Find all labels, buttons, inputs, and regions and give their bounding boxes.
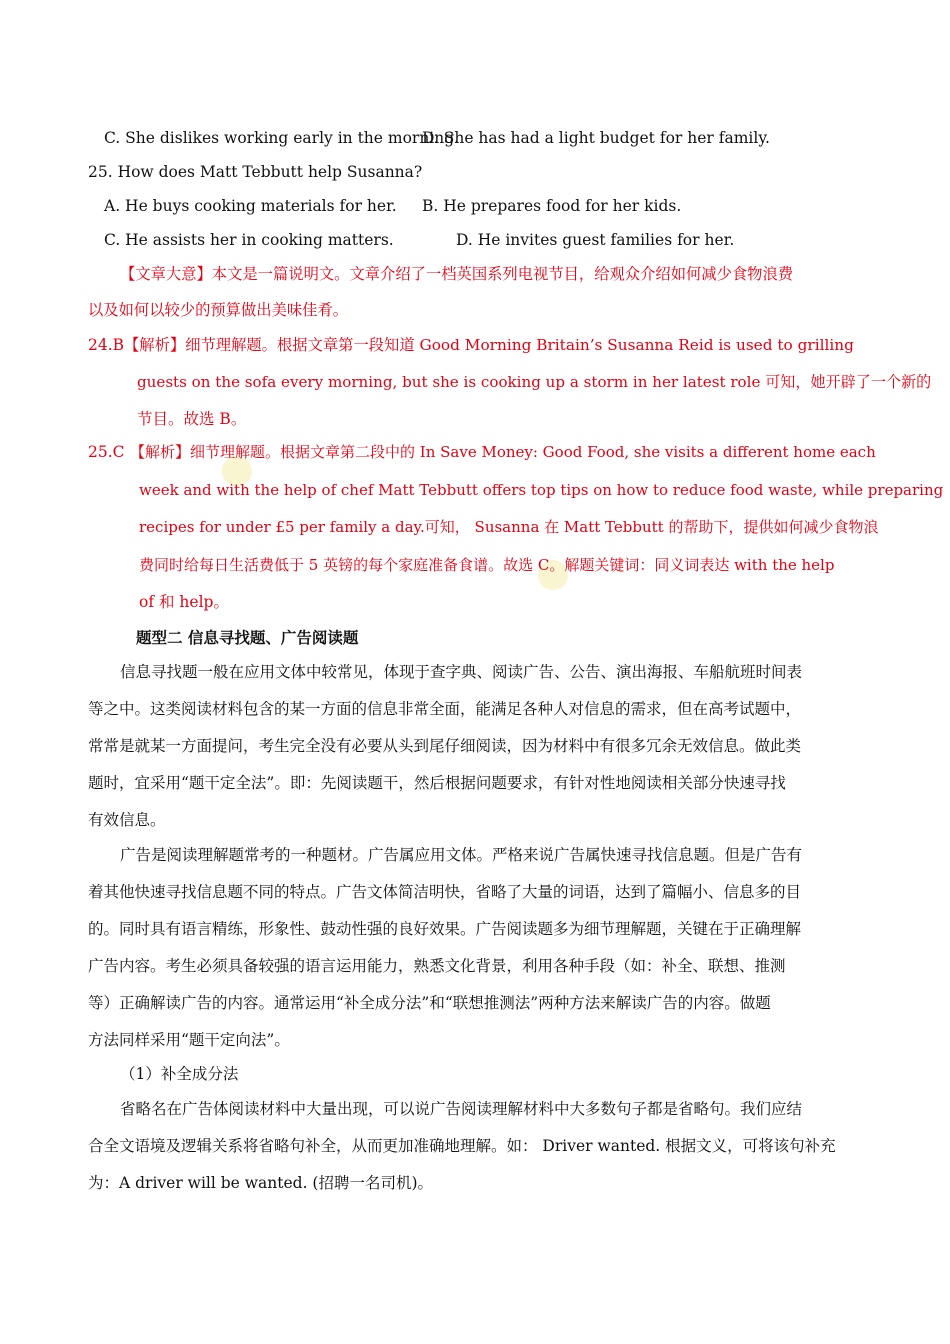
paragraph-2-line: 广告是阅读理解题常考的一种题材。广告属应用文体。严格来说广告属快速寻找信息题。但是广告有	[120, 846, 803, 864]
section-heading: 题型二 信息寻找题、广告阅读题	[136, 628, 359, 647]
q25-option-d: D. He invites guest families for her.	[456, 231, 735, 249]
answer-25-line-5: of 和 help。	[139, 593, 229, 611]
paragraph-1-line: 有效信息。	[88, 811, 166, 829]
paragraph-3-line: 合全文语境及逻辑关系将省略句补全，从而更加准确地理解。如： Driver wanted. 根据文义，可将该句补充	[88, 1137, 836, 1155]
q25-question: 25. How does Matt Tebbutt help Susanna?	[88, 163, 423, 181]
answer-25-line-1: 【解析】细节理解题。根据文章第二段中的 In Save Money: Good Food, she visits a different home each	[130, 443, 876, 461]
summary-line-1: 【文章大意】本文是一篇说明文。文章介绍了一档英国系列电视节目，给观众介绍如何减少食物浪费	[120, 265, 794, 283]
q25-option-a: A. He buys cooking materials for her.	[104, 197, 397, 215]
paragraph-1-line: 题时，宜采用“题干定全法”。即：先阅读题干，然后根据问题要求，有针对性地阅读相关部分快速寻找	[88, 774, 786, 792]
paragraph-1-line: 常常是就某一方面提问，考生完全没有必要从头到尾仔细阅读，因为材料中有很多冗余无效信息。做此类	[88, 737, 802, 755]
summary-line-2: 以及如何以较少的预算做出美味佳肴。	[88, 301, 349, 319]
paragraph-2-line: 广告内容。考生必须具备较强的语言运用能力，熟悉文化背景，利用各种手段（如：补全、联想、推测	[88, 957, 786, 975]
paragraph-3-line: 省略名在广告体阅读材料中大量出现，可以说广告阅读理解材料中大多数句子都是省略句。我们应结	[120, 1100, 803, 1118]
answer-24-line-3: 节目。故选 B。	[137, 410, 247, 428]
q25-option-c: C. He assists her in cooking matters.	[104, 231, 394, 249]
q24-option-d: D. She has had a light budget for her family.	[422, 129, 770, 147]
paragraph-3-line: 为：A driver will be wanted. (招聘一名司机)。	[88, 1174, 434, 1192]
subheading-method-1: （1）补全成分法	[120, 1065, 239, 1083]
answer-24-line-1: 【解析】细节理解题。根据文章第一段知道 Good Morning Britain’s Susanna Reid is used to grilling	[124, 336, 854, 354]
answer-25-label: 25.C	[88, 443, 125, 461]
answer-25-line-2: week and with the help of chef Matt Tebbutt offers top tips on how to reduce food waste, while preparing	[139, 481, 944, 499]
answer-24-label: 24.B	[88, 336, 125, 354]
paragraph-2-line: 方法同样采用“题干定向法”。	[88, 1031, 290, 1049]
answer-25-line-3: recipes for under £5 per family a day.可知， Susanna 在 Matt Tebbutt 的帮助下，提供如何减少食物浪	[139, 518, 879, 536]
answer-24-line-2: guests on the sofa every morning, but she is cooking up a storm in her latest role 可知，她开辟了一个新的	[137, 373, 932, 391]
q24-option-c: C. She dislikes working early in the morning.	[104, 129, 460, 147]
paragraph-2-line: 着其他快速寻找信息题不同的特点。广告文体简洁明快，省略了大量的词语，达到了篇幅小、信息多的目	[88, 883, 802, 901]
paragraph-1-line: 等之中。这类阅读材料包含的某一方面的信息非常全面，能满足各种人对信息的需求，但在高考试题中，	[88, 700, 802, 718]
paragraph-2-line: 等）正确解读广告的内容。通常运用“补全成分法”和“联想推测法”两种方法来解读广告的内容。做题	[88, 994, 771, 1012]
answer-25-line-4: 费同时给每日生活费低于 5 英镑的每个家庭准备食谱。故选 C。解题关键词：同义词表达 with the help	[139, 556, 835, 574]
paragraph-2-line: 的。同时具有语言精练，形象性、鼓动性强的良好效果。广告阅读题多为细节理解题，关键在于正确理解	[88, 920, 802, 938]
paragraph-1-line: 信息寻找题一般在应用文体中较常见，体现于查字典、阅读广告、公告、演出海报、车船航班时间表	[120, 663, 803, 681]
q25-option-b: B. He prepares food for her kids.	[422, 197, 682, 215]
